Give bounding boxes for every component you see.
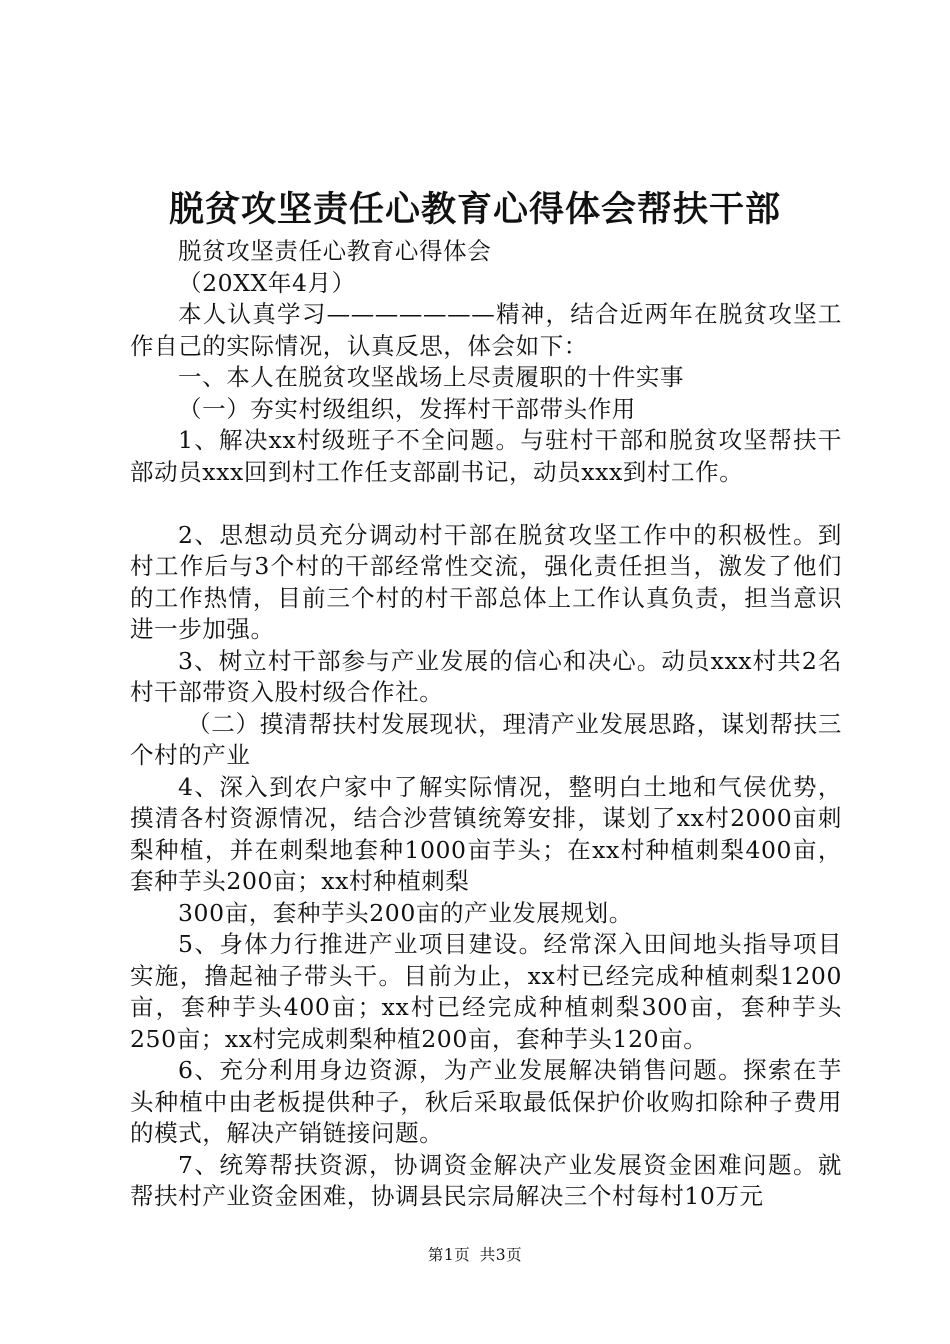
subsection-heading-2: （二）摸清帮扶村发展现状，理清产业发展思路，谋划帮扶三个村的产业 [130, 709, 842, 769]
paragraph-item-1: 1、解决xx村级班子不全问题。与驻村干部和脱贫攻坚帮扶干部动员xxx回到村工作任支部副书记，动员xxx到村工作。 [130, 426, 842, 486]
paragraph-item-4-continued: 300亩，套种芋头200亩的产业发展规划。 [178, 898, 633, 927]
paragraph-item-5: 5、身体力行推进产业项目建设。经常深入田间地头指导项目实施，撸起袖子带头干。目前为止，xx村已经完成种植刺梨1200亩，套种芋头400亩；xx村已经完成种植刺梨300亩，套种芋头250亩；xx村完成刺梨种植200亩，套种芋头120亩。 [130, 930, 842, 1053]
paragraph-item-7: 7、统筹帮扶资源，协调资金解决产业发展资金困难问题。就帮扶村产业资金困难，协调县民宗局解决三个村每村10万元 [130, 1150, 842, 1210]
page-number: 第1页 [427, 1246, 471, 1264]
paragraph-item-3: 3、树立村干部参与产业发展的信心和决心。动员xxx村共2名村干部带资入股村级合作社。 [130, 646, 842, 706]
paragraph-gap [130, 488, 842, 520]
paragraph-intro: 本人认真学习———————精神，结合近两年在脱贫攻坚工作自己的实际情况，认真反思，体会如下： [130, 300, 842, 360]
subtitle: 脱贫攻坚责任心教育心得体会 [178, 237, 492, 265]
page-total: 共3页 [479, 1246, 523, 1264]
subsection-heading-1: （一）夯实村级组织，发挥村干部带头作用 [178, 394, 636, 423]
document-body [130, 236, 842, 1213]
paragraph-item-6: 6、充分利用身边资源，为产业发展解决销售问题。探索在芋头种植中由老板提供种子，秋后采取最低保护价收购扣除种子费用的模式，解决产销链接问题。 [130, 1056, 842, 1147]
paragraph-item-4: 4、深入到农户家中了解实际情况，整明白土地和气侯优势，摸清各村资源情况，结合沙营镇统筹安排，谋划了xx村2000亩刺梨种植，并在刺梨地套种1000亩芋头；在xx村种植刺梨400亩，套种芋头200亩；xx村种植刺梨 [130, 772, 842, 895]
page-footer [0, 1245, 950, 1265]
document-title: 脱贫攻坚责任心教育心得体会帮扶干部 [168, 189, 781, 230]
date-line: （20XX年4月） [178, 268, 356, 297]
section-heading-1: 一、本人在脱贫攻坚战场上尽责履职的十件实事 [178, 363, 685, 391]
paragraph-item-2: 2、思想动员充分调动村干部在脱贫攻坚工作中的积极性。到村工作后与3个村的干部经常性交流，强化责任担当，激发了他们的工作热情，目前三个村的村干部总体上工作认真负责，担当意识进一步加强。 [130, 520, 842, 643]
